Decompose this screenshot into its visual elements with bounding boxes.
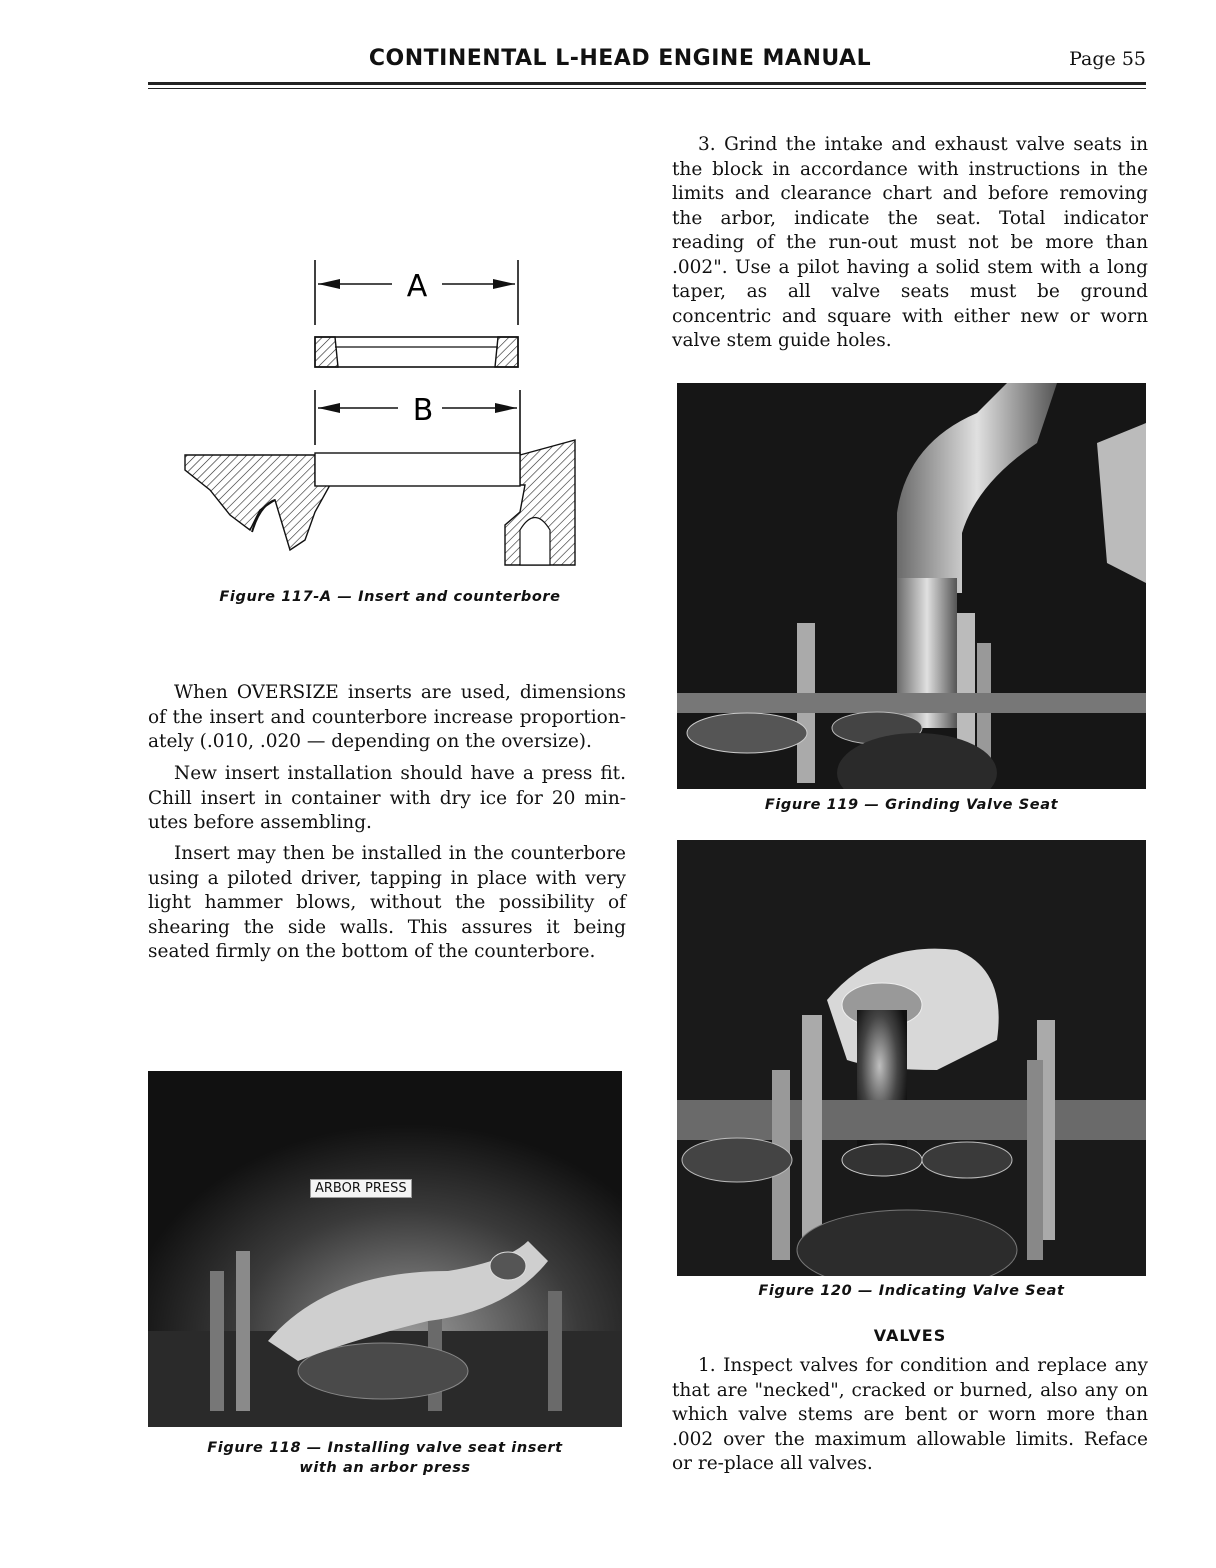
arbor-press-photo-art bbox=[148, 1071, 622, 1427]
valves-paragraph bbox=[672, 1354, 1148, 1477]
grind-seats-paragraph bbox=[672, 133, 1148, 354]
figure-117a-caption: Figure 117-A — Insert and counterbore bbox=[219, 589, 561, 605]
insert-counterbore-drawing bbox=[180, 250, 600, 580]
figure-120-photo bbox=[677, 840, 1146, 1276]
grind-seats-text: 3. Grind the intake and exhaust valve seats in the block in accordance with instructions in the limits and clearance chart and before removing the arbor, indicate the seat. Total indicator reading of the run-out must not be more than .002". Use a pilot having a solid stem with a long taper, as all valve seats must be ground concentric and square with either new or worn valve stem guide holes. bbox=[672, 134, 1148, 351]
valves-heading: VALVES bbox=[873, 1326, 947, 1345]
figure-117a-diagram bbox=[180, 250, 600, 580]
press-fit-text: New insert installation should have a press fit. Chill insert in container with dry ice for 20 min-utes before assembling. bbox=[148, 763, 626, 833]
dimension-a-label: A bbox=[406, 269, 428, 304]
header-rule bbox=[148, 82, 1146, 85]
indicating-photo-art bbox=[677, 840, 1146, 1276]
figure-119-photo bbox=[677, 383, 1146, 789]
install-paragraph bbox=[148, 842, 626, 965]
figure-118-caption-line2: with an arbor press bbox=[299, 1460, 471, 1476]
oversize-paragraph bbox=[148, 681, 626, 755]
figure-120-caption: Figure 120 — Indicating Valve Seat bbox=[758, 1283, 1065, 1299]
page-number: Page 55 bbox=[1069, 48, 1146, 70]
figure-119-caption: Figure 119 — Grinding Valve Seat bbox=[764, 797, 1059, 813]
oversize-text: When OVERSIZE inserts are used, dimensions of the insert and counterbore increase proportion-ately (.010, .020 — depending on the oversize). bbox=[148, 682, 626, 752]
figure-118-photo bbox=[148, 1071, 622, 1427]
grinding-photo-art bbox=[677, 383, 1146, 789]
install-text: Insert may then be installed in the counterbore using a piloted driver, tapping in place with very light hammer blows, without the possibility of shearing the side walls. This assures it being seated firmly on the bottom of the counterbore. bbox=[148, 843, 626, 962]
dimension-b-label: B bbox=[412, 393, 434, 428]
header-rule-thin bbox=[148, 88, 1146, 89]
press-fit-paragraph bbox=[148, 762, 626, 836]
figure-118-caption-line1: Figure 118 — Installing valve seat insert bbox=[207, 1440, 563, 1456]
manual-title: CONTINENTAL L-HEAD ENGINE MANUAL bbox=[368, 46, 872, 71]
valves-text: 1. Inspect valves for condition and replace any that are "necked", cracked or burned, also any on which valve stems are bent or worn more than .002 over the maximum allowable limits. Reface or re-place all valves. bbox=[672, 1355, 1148, 1474]
arbor-press-callout: ARBOR PRESS bbox=[310, 1179, 412, 1198]
